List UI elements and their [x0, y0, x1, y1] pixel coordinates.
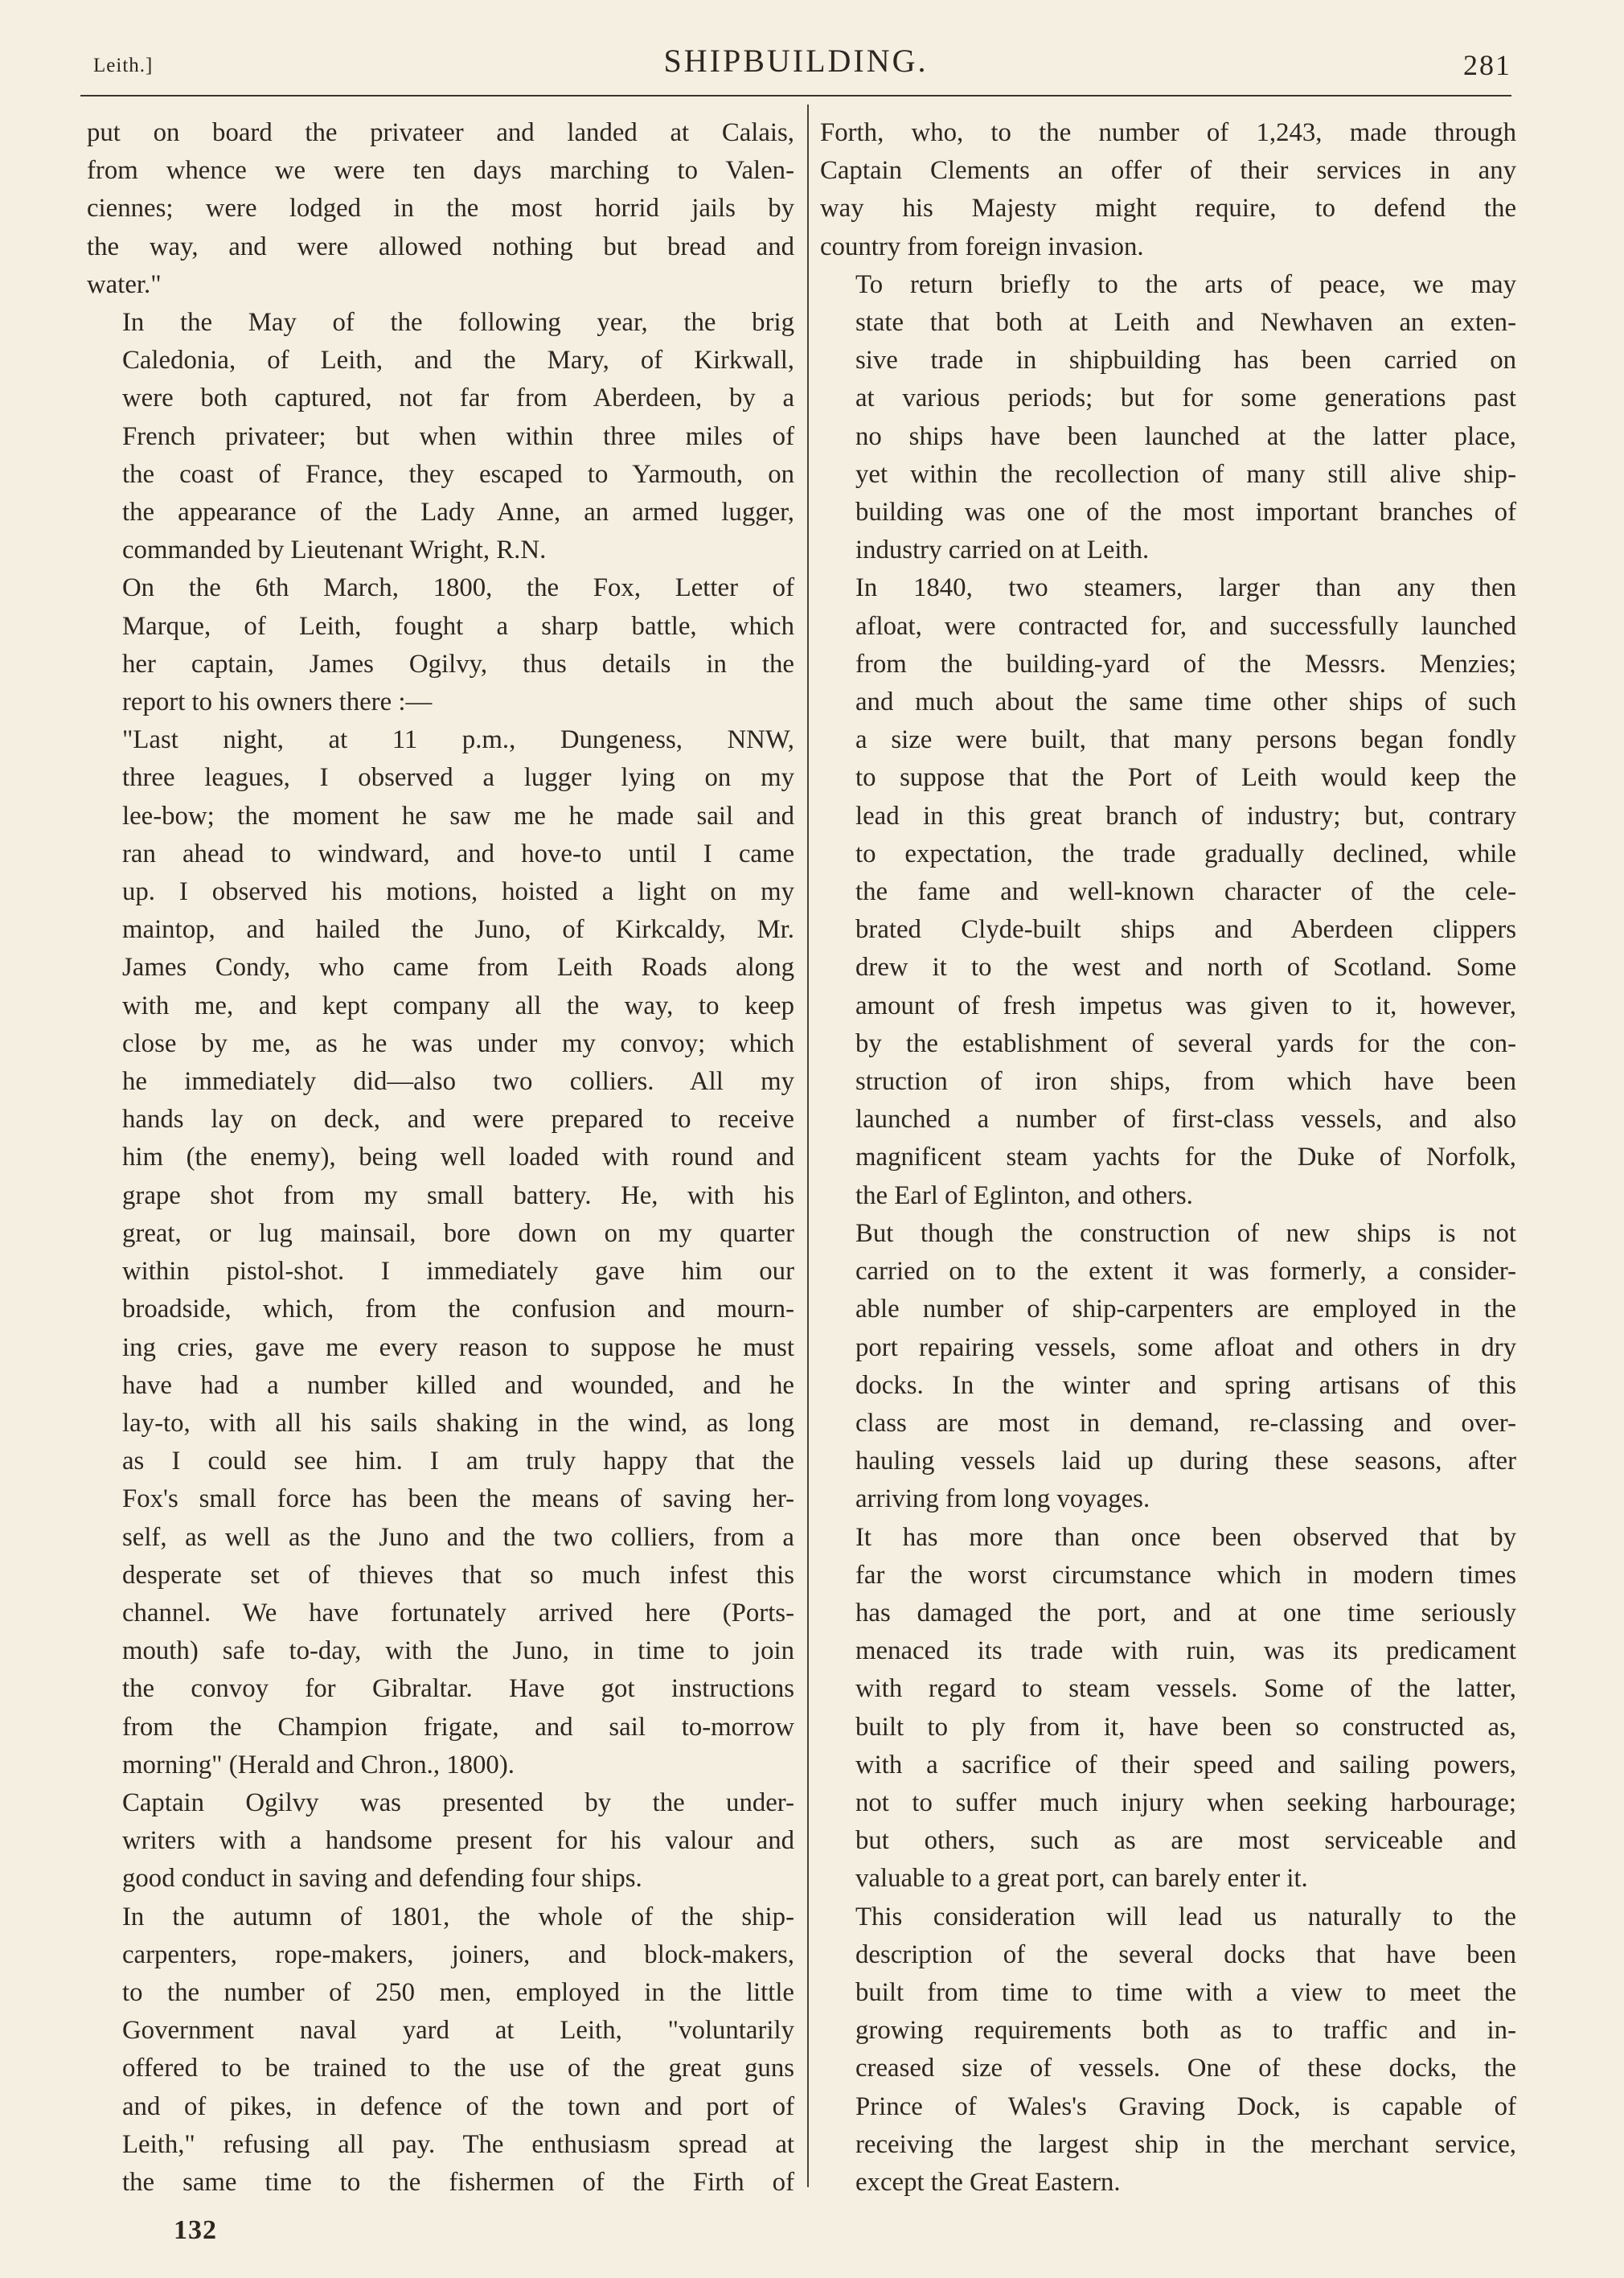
- text-line: writers with a handsome present for his valour and: [122, 1826, 794, 1856]
- signature-mark: 132: [174, 2215, 217, 2245]
- text-line: the Earl of Eglinton, and others.: [855, 1180, 1193, 1210]
- text-line: except the Great Eastern.: [855, 2167, 1121, 2197]
- text-line: but others, such as are most serviceable and: [855, 1826, 1516, 1856]
- text-line: built from time to time with a view to meet the: [855, 1977, 1516, 2007]
- text-line: docks. In the winter and spring artisans of this: [855, 1370, 1516, 1400]
- text-line: report to his owners there :—: [122, 688, 433, 717]
- text-line: menaced its trade with ruin, was its predicament: [855, 1636, 1516, 1666]
- paragraph: [820, 266, 1516, 570]
- text-line: afloat, were contracted for, and successfully launched: [855, 611, 1516, 641]
- column-divider: [807, 105, 809, 2187]
- text-line: at various periods; but for some generations past: [855, 384, 1516, 413]
- text-line: the coast of France, they escaped to Yarmouth, on: [122, 459, 794, 489]
- text-line: ciennes; were lodged in the most horrid jails by: [87, 194, 794, 224]
- paragraph: [87, 304, 794, 569]
- text-line: by the establishment of several yards for the con-: [855, 1028, 1516, 1058]
- paragraph: [820, 1519, 1516, 1898]
- text-line: water.": [87, 269, 162, 299]
- text-line: Fox's small force has been the means of saving her-: [122, 1484, 794, 1514]
- text-line: creased size of vessels. One of these docks, the: [855, 2054, 1516, 2083]
- text-line: description of the several docks that have been: [855, 1939, 1516, 1969]
- text-line: In the autumn of 1801, the whole of the ship-: [122, 1902, 794, 1931]
- header-rule: [80, 95, 1511, 96]
- text-line: carpenters, rope-makers, joiners, and block-makers,: [122, 1939, 794, 1969]
- text-line: desperate set of thieves that so much infest this: [122, 1560, 794, 1590]
- text-line: close by me, as he was under my convoy; which: [122, 1028, 794, 1058]
- text-line: Caledonia, of Leith, and the Mary, of Kirkwall,: [122, 346, 794, 376]
- text-line: drew it to the west and north of Scotland. Some: [855, 953, 1516, 983]
- text-line: to expectation, the trade gradually declined, while: [855, 839, 1516, 868]
- text-line: Marque, of Leith, fought a sharp battle, which: [122, 611, 794, 641]
- text-line: the way, and were allowed nothing but bread and: [87, 232, 794, 261]
- text-line: he immediately did—also two colliers. All my: [122, 1067, 794, 1097]
- text-line: magnificent steam yachts for the Duke of Norfolk,: [855, 1143, 1516, 1172]
- text-line: struction of iron ships, from which have been: [855, 1067, 1516, 1097]
- text-line: her captain, James Ogilvy, thus details in the: [122, 649, 794, 679]
- text-line: self, as well as the Juno and the two colliers, from a: [122, 1522, 794, 1552]
- page-number: 281: [1463, 49, 1511, 81]
- quoted-report: [87, 721, 794, 1784]
- text-line: not to suffer much injury when seeking harbourage;: [855, 1788, 1516, 1817]
- text-line: yet within the recollection of many still alive ship-: [855, 459, 1516, 489]
- paragraph: [820, 569, 1516, 1214]
- text-line: It has more than once been observed that by: [855, 1522, 1516, 1552]
- paragraph: [87, 114, 794, 304]
- text-line: industry carried on at Leith.: [855, 536, 1150, 565]
- text-line: This consideration will lead us naturally to the: [855, 1902, 1516, 1931]
- text-line: ing cries, gave me every reason to suppose he must: [122, 1332, 794, 1362]
- text-line: Leith," refusing all pay. The enthusiasm spread at: [122, 2129, 794, 2159]
- text-line: grape shot from my small battery. He, with his: [122, 1180, 794, 1210]
- text-line: arriving from long voyages.: [855, 1484, 1150, 1514]
- text-line: great, or lug mainsail, bore down on my quarter: [122, 1218, 794, 1248]
- text-line: built to ply from it, have been so constructed as,: [855, 1712, 1516, 1742]
- running-head-left: Leith.]: [93, 55, 154, 76]
- text-line: port repairing vessels, some afloat and others in dry: [855, 1332, 1516, 1362]
- text-line: were both captured, not far from Aberdeen, by a: [122, 384, 794, 413]
- text-line: far the worst circumstance which in modern times: [855, 1560, 1516, 1590]
- text-line: have had a number killed and wounded, and he: [122, 1370, 794, 1400]
- paragraph: [87, 1898, 794, 2202]
- text-line: Captain Ogilvy was presented by the under-: [122, 1788, 794, 1817]
- text-line: within pistol-shot. I immediately gave him our: [122, 1257, 794, 1287]
- text-line: put on board the privateer and landed at Calais,: [87, 118, 794, 147]
- text-line: state that both at Leith and Newhaven an exten-: [855, 308, 1516, 338]
- text-line: carried on to the extent it was formerly, a consider-: [855, 1257, 1516, 1287]
- text-line: to suppose that the Port of Leith would keep the: [855, 763, 1516, 793]
- text-line: launched a number of first-class vessels, and also: [855, 1105, 1516, 1135]
- text-line: Forth, who, to the number of 1,243, made through: [820, 118, 1516, 147]
- text-line: Government naval yard at Leith, "voluntarily: [122, 2016, 794, 2046]
- right-column: [820, 114, 1516, 2202]
- text-line: lead in this great branch of industry; but, contrary: [855, 801, 1516, 831]
- text-line: In the May of the following year, the brig: [122, 308, 794, 338]
- text-line: able number of ship-carpenters are employed in the: [855, 1295, 1516, 1324]
- text-line: the convoy for Gibraltar. Have got instructions: [122, 1674, 794, 1704]
- text-line: sive trade in shipbuilding has been carried on: [855, 346, 1516, 376]
- text-line: James Condy, who came from Leith Roads along: [122, 953, 794, 983]
- text-line: To return briefly to the arts of peace, we may: [855, 269, 1516, 299]
- text-line: morning" (Herald and Chron., 1800).: [122, 1750, 515, 1779]
- text-line: Prince of Wales's Graving Dock, is capable of: [855, 2091, 1516, 2121]
- text-line: and of pikes, in defence of the town and port of: [122, 2091, 794, 2121]
- text-line: from whence we were ten days marching to Valen-: [87, 156, 794, 186]
- text-line: to the number of 250 men, employed in the little: [122, 1977, 794, 2007]
- text-line: with a sacrifice of their speed and sailing powers,: [855, 1750, 1516, 1779]
- text-line: channel. We have fortunately arrived here (Ports-: [122, 1598, 794, 1627]
- text-line: the appearance of the Lady Anne, an armed lugger,: [122, 498, 794, 527]
- text-line: the fame and well-known character of the cele-: [855, 877, 1516, 907]
- text-line: amount of fresh impetus was given to it, however,: [855, 991, 1516, 1020]
- text-line: hauling vessels laid up during these seasons, after: [855, 1447, 1516, 1476]
- text-line: offered to be trained to the use of the great guns: [122, 2054, 794, 2083]
- text-line: receiving the largest ship in the merchant service,: [855, 2129, 1516, 2159]
- text-line: broadside, which, from the confusion and mourn-: [122, 1295, 794, 1324]
- paragraph: [820, 1898, 1516, 2202]
- text-line: mouth) safe to-day, with the Juno, in time to join: [122, 1636, 794, 1666]
- text-line: with me, and kept company all the way, to keep: [122, 991, 794, 1020]
- text-line: from the Champion frigate, and sail to-morrow: [122, 1712, 794, 1742]
- text-line: French privateer; but when within three miles of: [122, 421, 794, 451]
- text-line: a size were built, that many persons began fondly: [855, 725, 1516, 755]
- text-line: growing requirements both as to traffic and in-: [855, 2016, 1516, 2046]
- left-column: [87, 114, 794, 2202]
- text-line: maintop, and hailed the Juno, of Kirkcaldy, Mr.: [122, 915, 794, 945]
- text-line: commanded by Lieutenant Wright, R.N.: [122, 536, 547, 565]
- text-line: Captain Clements an offer of their services in any: [820, 156, 1516, 186]
- paragraph: [87, 569, 794, 721]
- paragraph: [820, 114, 1516, 266]
- text-line: as I could see him. I am truly happy that the: [122, 1447, 794, 1476]
- text-line: hands lay on deck, and were prepared to receive: [122, 1105, 794, 1135]
- text-line: the same time to the fishermen of the Firth of: [122, 2167, 794, 2197]
- running-header: [80, 39, 1511, 95]
- text-line: and much about the same time other ships of such: [855, 688, 1516, 717]
- text-line: In 1840, two steamers, larger than any then: [855, 573, 1516, 603]
- text-line: valuable to a great port, can barely enter it.: [855, 1864, 1308, 1894]
- text-line: no ships have been launched at the latter place,: [855, 421, 1516, 451]
- text-line: lee-bow; the moment he saw me he made sail and: [122, 801, 794, 831]
- text-line: from the building-yard of the Messrs. Menzies;: [855, 649, 1516, 679]
- text-line: class are most in demand, re-classing and over-: [855, 1408, 1516, 1438]
- text-line: "Last night, at 11 p.m., Dungeness, NNW,: [122, 725, 794, 755]
- page-title: SHIPBUILDING.: [663, 43, 929, 79]
- text-line: But though the construction of new ships is not: [855, 1218, 1516, 1248]
- text-line: him (the enemy), being well loaded with round and: [122, 1143, 794, 1172]
- text-line: good conduct in saving and defending four ships.: [122, 1864, 642, 1894]
- text-line: with regard to steam vessels. Some of the latter,: [855, 1674, 1516, 1704]
- text-line: lay-to, with all his sails shaking in the wind, as long: [122, 1408, 794, 1438]
- text-line: On the 6th March, 1800, the Fox, Letter of: [122, 573, 794, 603]
- text-line: building was one of the most important branches of: [855, 498, 1516, 527]
- text-line: has damaged the port, and at one time seriously: [855, 1598, 1516, 1627]
- text-line: three leagues, I observed a lugger lying on my: [122, 763, 794, 793]
- text-line: up. I observed his motions, hoisted a light on my: [122, 877, 794, 907]
- text-line: way his Majesty might require, to defend the: [820, 194, 1516, 224]
- paragraph: [87, 1784, 794, 1898]
- text-line: ran ahead to windward, and hove-to until I came: [122, 839, 794, 868]
- text-line: country from foreign invasion.: [820, 232, 1144, 261]
- paragraph: [820, 1215, 1516, 1519]
- text-line: brated Clyde-built ships and Aberdeen clippers: [855, 915, 1516, 945]
